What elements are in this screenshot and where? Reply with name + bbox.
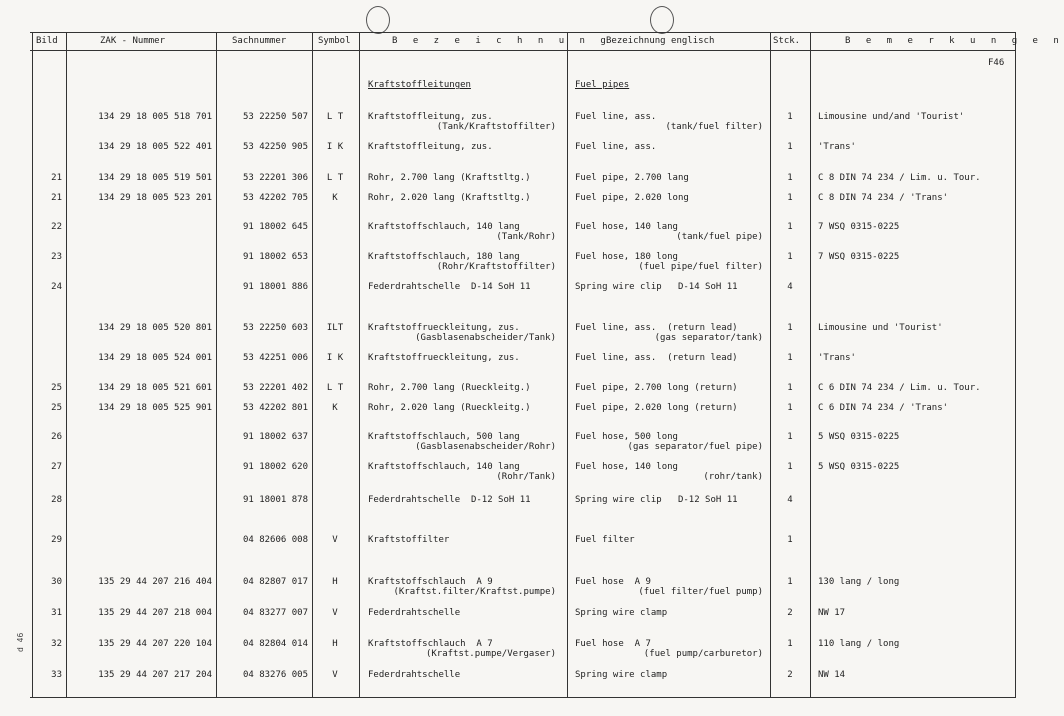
cell-bild: 33 bbox=[51, 670, 62, 680]
cell-bezeichnung: Kraftstoffleitung, zus. bbox=[368, 112, 493, 122]
cell-bezeichnung-detail: (Tank/Rohr) bbox=[496, 232, 556, 242]
cell-symbol: V bbox=[332, 535, 338, 545]
cell-bezeichnung-englisch: Fuel filter bbox=[575, 535, 635, 545]
cell-sachnummer: 91 18002 620 bbox=[242, 462, 308, 472]
cell-stueck: 1 bbox=[787, 252, 793, 262]
cell-bezeichnung: Rohr, 2.700 lang (Rueckleitg.) bbox=[368, 383, 531, 393]
cell-sachnummer: 91 18002 645 bbox=[242, 222, 308, 232]
cell-bezeichnung-detail: (Gasblasenabscheider/Rohr) bbox=[415, 442, 556, 452]
cell-symbol: I K bbox=[326, 142, 344, 152]
cell-symbol: K bbox=[332, 193, 338, 203]
cell-bezeichnung-englisch-detail: (tank/fuel pipe) bbox=[676, 232, 763, 242]
cell-bezeichnung-englisch-detail: (gas separator/tank) bbox=[654, 333, 763, 343]
cell-bezeichnung-detail: (Gasblasenabscheider/Tank) bbox=[415, 333, 556, 343]
col-rule bbox=[567, 32, 568, 698]
cell-bild: 31 bbox=[51, 608, 62, 618]
cell-bezeichnung-englisch: Fuel hose, 180 long bbox=[575, 252, 678, 262]
cell-bezeichnung: Federdrahtschelle bbox=[368, 608, 461, 618]
cell-bild: 30 bbox=[51, 577, 62, 587]
cell-bezeichnung-englisch-detail: (gas separator/fuel pipe) bbox=[627, 442, 763, 452]
cell-bild: 32 bbox=[51, 639, 62, 649]
cell-bezeichnung: Federdrahtschelle bbox=[368, 670, 461, 680]
cell-bezeichnung: Kraftstoffilter bbox=[368, 535, 450, 545]
cell-bezeichnung-englisch-detail: (fuel pump/carburetor) bbox=[643, 649, 763, 659]
cell-sachnummer: 53 22201 306 bbox=[242, 173, 308, 183]
cell-stueck: 1 bbox=[787, 173, 793, 183]
cell-stueck: 2 bbox=[787, 670, 793, 680]
cell-sachnummer: 91 18001 886 bbox=[242, 282, 308, 292]
cell-bild: 21 bbox=[51, 173, 62, 183]
cell-sachnummer: 53 22201 402 bbox=[242, 383, 308, 393]
cell-bemerkungen: C 6 DIN 74 234 / 'Trans' bbox=[818, 403, 949, 413]
cell-stueck: 1 bbox=[787, 193, 793, 203]
cell-bemerkungen: 7 WSQ 0315-0225 bbox=[818, 222, 900, 232]
cell-symbol: V bbox=[332, 608, 338, 618]
cell-bemerkungen: 5 WSQ 0315-0225 bbox=[818, 432, 900, 442]
cell-symbol: V bbox=[332, 670, 338, 680]
cell-bild: 22 bbox=[51, 222, 62, 232]
cell-bezeichnung: Kraftstoffrueckleitung, zus. bbox=[368, 353, 520, 363]
cell-sachnummer: 04 82807 017 bbox=[242, 577, 308, 587]
cell-bezeichnung: Kraftstoffschlauch, 140 lang bbox=[368, 222, 520, 232]
cell-bezeichnung-englisch: Fuel line, ass. (return lead) bbox=[575, 323, 738, 333]
cell-zak-nummer: 134 29 18 005 524 001 bbox=[98, 353, 212, 363]
header-symbol: Symbol bbox=[318, 36, 351, 46]
cell-sachnummer: 53 22250 507 bbox=[242, 112, 308, 122]
cell-bemerkungen: NW 14 bbox=[818, 670, 846, 680]
cell-bemerkungen: 110 lang / long bbox=[818, 639, 900, 649]
cell-symbol: I K bbox=[326, 353, 344, 363]
cell-sachnummer: 91 18001 878 bbox=[242, 495, 308, 505]
cell-sachnummer: 04 82804 014 bbox=[242, 639, 308, 649]
cell-bezeichnung-englisch: Fuel pipe, 2.700 lang bbox=[575, 173, 689, 183]
cell-bezeichnung: Kraftstoffschlauch A 7 bbox=[368, 639, 493, 649]
cell-bezeichnung-detail: (Tank/Kraftstoffilter) bbox=[436, 122, 556, 132]
cell-zak-nummer: 134 29 18 005 525 901 bbox=[98, 403, 212, 413]
section-title-en: Fuel pipes bbox=[575, 80, 630, 90]
cell-bezeichnung: Kraftstoffleitung, zus. bbox=[368, 142, 493, 152]
header-bild: Bild bbox=[36, 36, 58, 46]
col-rule bbox=[770, 32, 771, 698]
cell-bemerkungen: C 8 DIN 74 234 / Lim. u. Tour. bbox=[818, 173, 981, 183]
table-bottom-rule bbox=[30, 697, 1016, 698]
cell-stueck: 1 bbox=[787, 383, 793, 393]
cell-symbol: H bbox=[332, 577, 338, 587]
cell-stueck: 1 bbox=[787, 462, 793, 472]
cell-bezeichnung-englisch: Fuel line, ass. bbox=[575, 112, 657, 122]
cell-bezeichnung: Kraftstoffrueckleitung, zus. bbox=[368, 323, 520, 333]
cell-zak-nummer: 134 29 18 005 518 701 bbox=[98, 112, 212, 122]
cell-bild: 27 bbox=[51, 462, 62, 472]
cell-bezeichnung: Federdrahtschelle D-12 SoH 11 bbox=[368, 495, 531, 505]
cell-stueck: 1 bbox=[787, 432, 793, 442]
cell-zak-nummer: 135 29 44 207 220 104 bbox=[98, 639, 212, 649]
cell-bezeichnung-englisch: Fuel hose, 500 long bbox=[575, 432, 678, 442]
cell-bemerkungen: 'Trans' bbox=[818, 142, 856, 152]
cell-sachnummer: 53 42251 006 bbox=[242, 353, 308, 363]
cell-bezeichnung: Kraftstoffschlauch, 500 lang bbox=[368, 432, 520, 442]
cell-stueck: 1 bbox=[787, 142, 793, 152]
punch-hole-left bbox=[366, 6, 390, 34]
cell-stueck: 1 bbox=[787, 577, 793, 587]
punch-hole-right bbox=[650, 6, 674, 34]
cell-bezeichnung: Rohr, 2.020 lang (Rueckleitg.) bbox=[368, 403, 531, 413]
cell-zak-nummer: 134 29 18 005 519 501 bbox=[98, 173, 212, 183]
cell-sachnummer: 91 18002 653 bbox=[242, 252, 308, 262]
cell-stueck: 4 bbox=[787, 282, 793, 292]
cell-sachnummer: 53 42250 905 bbox=[242, 142, 308, 152]
cell-bemerkungen: C 6 DIN 74 234 / Lim. u. Tour. bbox=[818, 383, 981, 393]
col-rule bbox=[359, 32, 360, 698]
cell-bezeichnung-englisch: Fuel hose, 140 lang bbox=[575, 222, 678, 232]
cell-bezeichnung-englisch: Fuel hose A 7 bbox=[575, 639, 651, 649]
header-stueck: Stck. bbox=[773, 36, 801, 46]
cell-bezeichnung-englisch-detail: (fuel pipe/fuel filter) bbox=[638, 262, 763, 272]
cell-bezeichnung-detail: (Rohr/Tank) bbox=[496, 472, 556, 482]
cell-stueck: 1 bbox=[787, 403, 793, 413]
header-bezeichnung: B e z e i c h n u n g bbox=[392, 36, 611, 46]
cell-stueck: 1 bbox=[787, 323, 793, 333]
cell-bezeichnung: Rohr, 2.020 lang (Kraftstltg.) bbox=[368, 193, 531, 203]
cell-sachnummer: 53 22250 603 bbox=[242, 323, 308, 333]
cell-bezeichnung-englisch-detail: (rohr/tank) bbox=[703, 472, 763, 482]
cell-stueck: 2 bbox=[787, 608, 793, 618]
page-code: F46 bbox=[988, 58, 1005, 68]
cell-bezeichnung-detail: (Kraftst.pumpe/Vergaser) bbox=[425, 649, 556, 659]
col-rule bbox=[810, 32, 811, 698]
cell-bemerkungen: 130 lang / long bbox=[818, 577, 900, 587]
cell-stueck: 1 bbox=[787, 112, 793, 122]
col-rule bbox=[32, 32, 33, 698]
cell-stueck: 1 bbox=[787, 222, 793, 232]
cell-sachnummer: 91 18002 637 bbox=[242, 432, 308, 442]
col-rule bbox=[66, 32, 67, 698]
header-sachnummer: Sachnummer bbox=[232, 36, 287, 46]
cell-bezeichnung-englisch: Fuel hose A 9 bbox=[575, 577, 651, 587]
side-page-mark: d 46 bbox=[16, 632, 25, 652]
cell-bezeichnung-englisch: Fuel pipe, 2.020 long (return) bbox=[575, 403, 738, 413]
cell-bild: 25 bbox=[51, 383, 62, 393]
cell-symbol: ILT bbox=[326, 323, 344, 333]
cell-bezeichnung-englisch: Spring wire clip D-14 SoH 11 bbox=[575, 282, 738, 292]
cell-bezeichnung: Rohr, 2.700 lang (Kraftstltg.) bbox=[368, 173, 531, 183]
header-zak: ZAK - Nummer bbox=[100, 36, 166, 46]
cell-sachnummer: 04 83277 007 bbox=[242, 608, 308, 618]
cell-zak-nummer: 134 29 18 005 522 401 bbox=[98, 142, 212, 152]
col-rule bbox=[1015, 32, 1016, 698]
cell-bezeichnung-englisch: Fuel line, ass. bbox=[575, 142, 657, 152]
cell-zak-nummer: 134 29 18 005 523 201 bbox=[98, 193, 212, 203]
cell-bild: 28 bbox=[51, 495, 62, 505]
cell-bemerkungen: 7 WSQ 0315-0225 bbox=[818, 252, 900, 262]
cell-bezeichnung-detail: (Rohr/Kraftstoffilter) bbox=[436, 262, 556, 272]
cell-bild: 26 bbox=[51, 432, 62, 442]
cell-sachnummer: 53 42202 705 bbox=[242, 193, 308, 203]
cell-bezeichnung: Kraftstoffschlauch A 9 bbox=[368, 577, 493, 587]
cell-symbol: L T bbox=[326, 112, 344, 122]
header-top-rule bbox=[30, 32, 1016, 33]
col-rule bbox=[312, 32, 313, 698]
cell-bezeichnung-englisch: Fuel pipe, 2.700 long (return) bbox=[575, 383, 738, 393]
cell-bezeichnung-englisch: Fuel pipe, 2.020 long bbox=[575, 193, 689, 203]
cell-stueck: 1 bbox=[787, 353, 793, 363]
cell-zak-nummer: 134 29 18 005 521 601 bbox=[98, 383, 212, 393]
cell-stueck: 1 bbox=[787, 535, 793, 545]
cell-bezeichnung-englisch-detail: (tank/fuel filter) bbox=[665, 122, 763, 132]
cell-bezeichnung: Kraftstoffschlauch, 180 lang bbox=[368, 252, 520, 262]
cell-zak-nummer: 135 29 44 207 218 004 bbox=[98, 608, 212, 618]
cell-symbol: L T bbox=[326, 173, 344, 183]
cell-zak-nummer: 135 29 44 207 216 404 bbox=[98, 577, 212, 587]
cell-bild: 24 bbox=[51, 282, 62, 292]
cell-bemerkungen: 'Trans' bbox=[818, 353, 856, 363]
cell-zak-nummer: 135 29 44 207 217 204 bbox=[98, 670, 212, 680]
cell-sachnummer: 53 42202 801 bbox=[242, 403, 308, 413]
cell-symbol: L T bbox=[326, 383, 344, 393]
cell-bild: 25 bbox=[51, 403, 62, 413]
cell-bezeichnung-englisch: Spring wire clamp bbox=[575, 670, 668, 680]
cell-bild: 21 bbox=[51, 193, 62, 203]
section-title-de: Kraftstoffleitungen bbox=[368, 80, 471, 90]
cell-bemerkungen: C 8 DIN 74 234 / 'Trans' bbox=[818, 193, 949, 203]
cell-bezeichnung-englisch: Spring wire clip D-12 SoH 11 bbox=[575, 495, 738, 505]
cell-bemerkungen: Limousine und 'Tourist' bbox=[818, 323, 943, 333]
cell-symbol: K bbox=[332, 403, 338, 413]
header-bezeichnung-englisch: Bezeichnung englisch bbox=[606, 36, 715, 46]
cell-stueck: 4 bbox=[787, 495, 793, 505]
cell-sachnummer: 04 83276 005 bbox=[242, 670, 308, 680]
col-rule bbox=[216, 32, 217, 698]
cell-bemerkungen: 5 WSQ 0315-0225 bbox=[818, 462, 900, 472]
cell-bemerkungen: Limousine und/and 'Tourist' bbox=[818, 112, 965, 122]
cell-symbol: H bbox=[332, 639, 338, 649]
cell-bild: 23 bbox=[51, 252, 62, 262]
cell-stueck: 1 bbox=[787, 639, 793, 649]
cell-bild: 29 bbox=[51, 535, 62, 545]
cell-zak-nummer: 134 29 18 005 520 801 bbox=[98, 323, 212, 333]
header-bottom-rule bbox=[30, 50, 1016, 51]
cell-sachnummer: 04 82606 008 bbox=[242, 535, 308, 545]
cell-bezeichnung-englisch: Fuel hose, 140 long bbox=[575, 462, 678, 472]
cell-bezeichnung: Kraftstoffschlauch, 140 lang bbox=[368, 462, 520, 472]
cell-bemerkungen: NW 17 bbox=[818, 608, 846, 618]
cell-bezeichnung-detail: (Kraftst.filter/Kraftst.pumpe) bbox=[393, 587, 556, 597]
cell-bezeichnung-englisch: Fuel line, ass. (return lead) bbox=[575, 353, 738, 363]
header-bemerkungen: B e m e r k u n g e n bbox=[845, 36, 1064, 46]
cell-bezeichnung-englisch: Spring wire clamp bbox=[575, 608, 668, 618]
cell-bezeichnung-englisch-detail: (fuel filter/fuel pump) bbox=[638, 587, 763, 597]
cell-bezeichnung: Federdrahtschelle D-14 SoH 11 bbox=[368, 282, 531, 292]
